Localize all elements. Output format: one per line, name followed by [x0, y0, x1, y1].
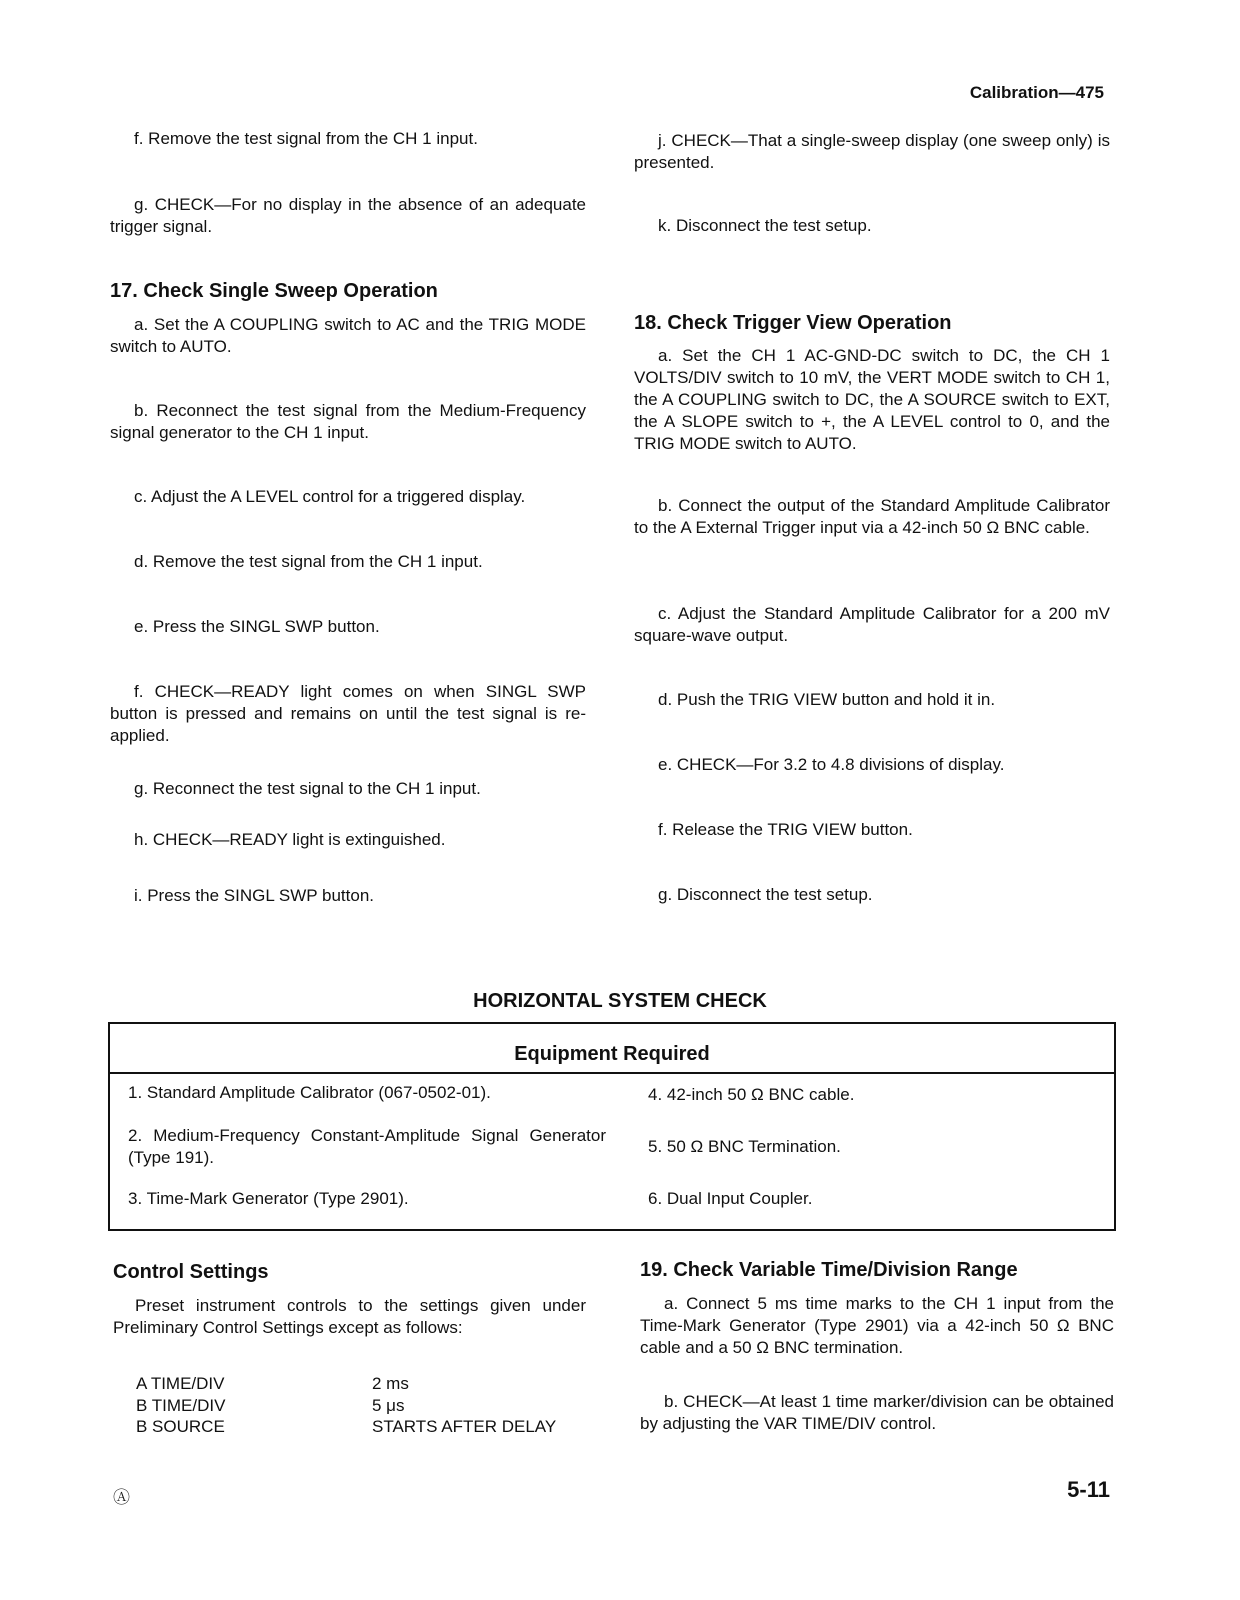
step-18d-text: d. Push the TRIG VIEW button and hold it in.	[658, 690, 996, 709]
equipment-required-table	[108, 1022, 1116, 1231]
step-18-heading: 18. Check Trigger View Operation	[634, 312, 952, 334]
step-19-heading: 19. Check Variable Time/Division Range	[640, 1259, 1018, 1281]
publisher-mark: Ⓐ	[113, 1488, 130, 1507]
control-settings-heading: Control Settings	[113, 1261, 269, 1283]
setting-key: B SOURCE	[136, 1417, 225, 1436]
page-number: 5-11	[1067, 1477, 1110, 1502]
step-17e-text: e. Press the SINGL SWP button.	[134, 617, 380, 636]
setting-key: A TIME/DIV	[136, 1374, 225, 1393]
section-title: HORIZONTAL SYSTEM CHECK	[473, 990, 767, 1012]
equipment-item: 3. Time-Mark Generator (Type 2901).	[128, 1189, 409, 1208]
step-18e-text: e. CHECK—For 3.2 to 4.8 divisions of display.	[658, 755, 1005, 774]
step-18a-text: a. Set the CH 1 AC-GND-DC switch to DC, the CH 1 VOLTS/DIV switch to 10 mV, the VERT MODE switch to CH 1, the A COUPLING switch to DC, the A SOURCE switch to EXT, the A SLOPE switch to +, the A LEVEL control to 0, and the TRIG MODE switch to AUTO.	[634, 346, 1110, 453]
step-18f-text: f. Release the TRIG VIEW button.	[658, 820, 913, 839]
step-18c-text: c. Adjust the Standard Amplitude Calibrator for a 200 mV square-wave output.	[634, 604, 1110, 645]
step-16g-text: g. CHECK—For no display in the absence of an adequate trigger signal.	[110, 195, 586, 236]
setting-value: STARTS AFTER DELAY	[372, 1417, 557, 1436]
step-17h-text: h. CHECK—READY light is extinguished.	[134, 830, 446, 849]
setting-value: 5 μs	[372, 1395, 405, 1415]
step-17j-text: j. CHECK—That a single-sweep display (one sweep only) is presented.	[634, 131, 1110, 172]
step-17i-text: i. Press the SINGL SWP button.	[134, 886, 374, 905]
step-17k-text: k. Disconnect the test setup.	[658, 216, 872, 235]
equipment-item: 5. 50 Ω BNC Termination.	[648, 1137, 841, 1156]
step-16f-text: f. Remove the test signal from the CH 1 input.	[134, 129, 478, 148]
step-19a-text: a. Connect 5 ms time marks to the CH 1 input from the Time-Mark Generator (Type 2901) via a 42-inch 50 Ω BNC cable and a 50 Ω BNC termination.	[640, 1294, 1114, 1357]
step-17-heading: 17. Check Single Sweep Operation	[110, 280, 438, 302]
step-17b-text: b. Reconnect the test signal from the Medium-Frequency signal generator to the CH 1 input.	[110, 401, 586, 442]
running-header: Calibration—475	[969, 83, 1104, 102]
equipment-table-heading: Equipment Required	[514, 1043, 710, 1065]
step-17g-text: g. Reconnect the test signal to the CH 1 input.	[134, 779, 481, 798]
setting-value: 2 ms	[372, 1374, 409, 1393]
step-17a-text: a. Set the A COUPLING switch to AC and the TRIG MODE switch to AUTO.	[110, 315, 586, 356]
control-settings-intro: Preset instrument controls to the settings given under Preliminary Control Settings except as follows:	[113, 1296, 586, 1337]
setting-key: B TIME/DIV	[136, 1395, 226, 1415]
equipment-item: 1. Standard Amplitude Calibrator (067-0502-01).	[128, 1083, 491, 1102]
equipment-item: 2. Medium-Frequency Constant-Amplitude Signal Generator (Type 191).	[128, 1126, 606, 1167]
equipment-table-header	[110, 1024, 1114, 1074]
step-17d-text: d. Remove the test signal from the CH 1 input.	[134, 552, 483, 571]
step-17f-text: f. CHECK—READY light comes on when SINGL SWP button is pressed and remains on until the test signal is re-applied.	[110, 682, 586, 745]
step-18g-text: g. Disconnect the test setup.	[658, 885, 873, 904]
equipment-item: 6. Dual Input Coupler.	[648, 1189, 813, 1208]
step-17c-text: c. Adjust the A LEVEL control for a triggered display.	[134, 487, 526, 506]
step-19b-text: b. CHECK—At least 1 time marker/division can be obtained by adjusting the VAR TIME/DIV control.	[640, 1392, 1114, 1433]
step-18b-text: b. Connect the output of the Standard Amplitude Calibrator to the A External Trigger input via a 42-inch 50 Ω BNC cable.	[634, 496, 1110, 537]
equipment-item: 4. 42-inch 50 Ω BNC cable.	[648, 1085, 855, 1104]
